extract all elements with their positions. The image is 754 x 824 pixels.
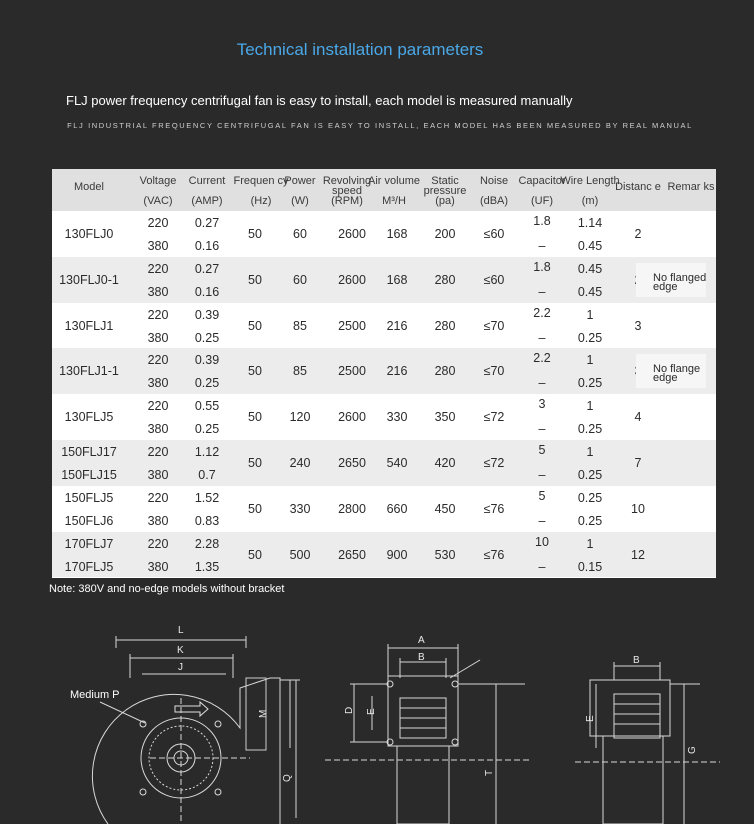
cell-pressure: 200 bbox=[434, 227, 456, 241]
cell-capacitor: 1.8 bbox=[533, 214, 551, 228]
cell-current: 0.16 bbox=[194, 239, 220, 253]
cell-model: 170FLJ7 bbox=[64, 536, 114, 551]
cell-voltage: 220 bbox=[147, 445, 169, 459]
cell-capacitor: 1.8 bbox=[533, 259, 551, 274]
cell-noise: ≤76 bbox=[483, 501, 505, 516]
cell-model: 150FLJ5 bbox=[64, 490, 114, 505]
dim-label-b-rear: B bbox=[633, 655, 640, 666]
header-noise: Noise bbox=[479, 175, 509, 187]
header-frequency: Frequen cy bbox=[233, 175, 289, 187]
header-voltage-unit: (VAC) bbox=[143, 195, 173, 207]
page-tagline: FLJ INDUSTRIAL FREQUENCY CENTRIFUGAL FAN IS EASY TO INSTALL, EACH MODEL HAS BEEN MEASURED BY REAL MANUAL bbox=[67, 121, 693, 130]
cell-noise: ≤72 bbox=[483, 456, 505, 470]
cell-model: 150FLJ15 bbox=[61, 468, 117, 482]
cell-power: 240 bbox=[289, 456, 311, 470]
dim-label-e: E bbox=[366, 708, 377, 715]
cell-current: 1.12 bbox=[194, 445, 220, 459]
cell-speed: 2600 bbox=[338, 410, 366, 425]
dim-label-g: G bbox=[687, 746, 698, 754]
cell-power: 330 bbox=[289, 501, 311, 516]
cell-voltage: 220 bbox=[147, 490, 169, 505]
cell-distance: 2 bbox=[634, 227, 642, 241]
note-text: Note: 380V and no-edge models without bracket bbox=[49, 583, 285, 595]
cell-frequency: 50 bbox=[248, 364, 262, 379]
cell-power: 120 bbox=[289, 410, 311, 425]
cell-power: 60 bbox=[293, 272, 307, 287]
dim-label-e-rear: E bbox=[585, 715, 596, 722]
cell-model: 150FLJ17 bbox=[61, 445, 117, 459]
cell-distance: 3 bbox=[634, 318, 642, 333]
cell-wire-length: 0.25 bbox=[577, 422, 603, 437]
header-power-unit: (W) bbox=[291, 195, 309, 207]
cell-capacitor: – bbox=[538, 239, 546, 253]
cell-wire-length: 0.45 bbox=[577, 239, 603, 253]
dim-label-j: J bbox=[178, 662, 183, 673]
cell-wire-length: 1 bbox=[586, 445, 594, 459]
cell-power: 60 bbox=[293, 227, 307, 241]
cell-voltage: 380 bbox=[147, 513, 169, 528]
header-wire-length-unit: (m) bbox=[581, 195, 599, 207]
header-capacitor-unit: (UF) bbox=[531, 195, 553, 207]
cell-power: 85 bbox=[293, 364, 307, 379]
cell-voltage: 380 bbox=[147, 468, 169, 482]
cell-pressure: 420 bbox=[434, 456, 456, 470]
cell-model: 130FLJ0 bbox=[64, 227, 114, 241]
cell-air-volume: 216 bbox=[386, 364, 408, 379]
cell-capacitor: – bbox=[538, 284, 546, 299]
cell-model: 150FLJ6 bbox=[64, 513, 114, 528]
cell-air-volume: 540 bbox=[386, 456, 408, 470]
cell-speed: 2500 bbox=[338, 318, 366, 333]
cell-speed: 2600 bbox=[338, 227, 366, 241]
cell-pressure: 450 bbox=[434, 501, 456, 516]
cell-model: 170FLJ5 bbox=[64, 559, 114, 574]
cell-current: 2.28 bbox=[194, 536, 220, 551]
cell-capacitor: 2.2 bbox=[533, 305, 551, 320]
cell-power: 500 bbox=[289, 547, 311, 562]
cell-air-volume: 168 bbox=[386, 227, 408, 241]
dim-label-b: B bbox=[418, 652, 425, 663]
cell-air-volume: 216 bbox=[386, 318, 408, 333]
side-view-drawing bbox=[325, 644, 532, 824]
front-view-drawing bbox=[92, 636, 300, 824]
header-model: Model bbox=[74, 181, 104, 193]
header-speed-unit: (RPM) bbox=[331, 195, 363, 207]
header-frequency-unit: (Hz) bbox=[250, 195, 272, 207]
cell-capacitor: – bbox=[538, 422, 546, 437]
cell-current: 0.7 bbox=[198, 468, 216, 482]
cell-current: 0.39 bbox=[194, 353, 220, 368]
cell-pressure: 530 bbox=[434, 547, 456, 562]
cell-speed: 2600 bbox=[338, 272, 366, 287]
cell-noise: ≤76 bbox=[483, 547, 505, 562]
cell-current: 1.52 bbox=[194, 490, 220, 505]
cell-noise: ≤60 bbox=[483, 272, 505, 287]
cell-current: 0.39 bbox=[194, 307, 220, 322]
cell-voltage: 220 bbox=[147, 216, 169, 230]
cell-model: 130FLJ1 bbox=[64, 318, 114, 333]
cell-current: 0.16 bbox=[194, 284, 220, 299]
cell-wire-length: 1.14 bbox=[577, 216, 603, 230]
cell-wire-length: 0.25 bbox=[577, 513, 603, 528]
cell-air-volume: 330 bbox=[386, 410, 408, 425]
cell-capacitor: – bbox=[538, 468, 546, 482]
cell-current: 0.27 bbox=[194, 216, 220, 230]
cell-voltage: 380 bbox=[147, 422, 169, 437]
cell-pressure: 280 bbox=[434, 272, 456, 287]
cell-power: 85 bbox=[293, 318, 307, 333]
cell-pressure: 280 bbox=[434, 318, 456, 333]
cell-current: 0.55 bbox=[194, 399, 220, 414]
cell-speed: 2650 bbox=[338, 547, 366, 562]
cell-capacitor: 2.2 bbox=[533, 351, 551, 366]
cell-distance: 10 bbox=[631, 501, 645, 516]
rear-view-drawing bbox=[575, 662, 720, 824]
header-voltage: Voltage bbox=[139, 175, 177, 187]
header-speed: Revolving speed bbox=[322, 175, 372, 197]
cell-wire-length: 0.45 bbox=[577, 261, 603, 276]
cell-distance: 7 bbox=[634, 456, 642, 470]
cell-distance: 4 bbox=[634, 410, 642, 425]
cell-voltage: 380 bbox=[147, 239, 169, 253]
dim-label-d: D bbox=[344, 706, 355, 714]
header-pressure-unit: (pa) bbox=[435, 195, 455, 207]
cell-wire-length: 1 bbox=[586, 353, 594, 368]
cell-current: 1.35 bbox=[194, 559, 220, 574]
cell-model: 130FLJ0-1 bbox=[59, 272, 119, 287]
cell-speed: 2500 bbox=[338, 364, 366, 379]
cell-frequency: 50 bbox=[248, 410, 262, 425]
cell-frequency: 50 bbox=[248, 272, 262, 287]
header-distance: Distanc e bbox=[615, 181, 661, 193]
header-wire-length: Wire Length bbox=[560, 175, 620, 187]
cell-noise: ≤70 bbox=[483, 318, 505, 333]
dim-label-q: Q bbox=[282, 774, 293, 782]
dim-label-t: T bbox=[484, 769, 495, 776]
cell-frequency: 50 bbox=[248, 318, 262, 333]
cell-model: 130FLJ1-1 bbox=[59, 364, 119, 379]
header-power: Power bbox=[284, 175, 316, 187]
header-remarks: Remar ks bbox=[667, 181, 715, 193]
cell-frequency: 50 bbox=[248, 547, 262, 562]
header-noise-unit: (dBA) bbox=[479, 195, 509, 207]
cell-wire-length: 0.15 bbox=[577, 559, 603, 574]
cell-capacitor: – bbox=[538, 330, 546, 345]
page-subtitle: FLJ power frequency centrifugal fan is easy to install, each model is measured manually bbox=[66, 93, 573, 108]
cell-frequency: 50 bbox=[248, 227, 262, 241]
cell-noise: ≤72 bbox=[483, 410, 505, 425]
dim-label-a: A bbox=[418, 635, 425, 646]
header-capacitor: Capacitor bbox=[518, 175, 566, 187]
cell-voltage: 220 bbox=[147, 536, 169, 551]
cell-voltage: 380 bbox=[147, 284, 169, 299]
cell-voltage: 220 bbox=[147, 307, 169, 322]
header-air-volume-unit: M³/H bbox=[382, 195, 406, 207]
cell-voltage: 380 bbox=[147, 376, 169, 391]
cell-distance: 12 bbox=[631, 547, 645, 562]
cell-noise: ≤60 bbox=[483, 227, 505, 241]
cell-wire-length: 0.25 bbox=[577, 376, 603, 391]
header-pressure: Static pressure bbox=[423, 175, 467, 197]
cell-air-volume: 660 bbox=[386, 501, 408, 516]
cell-speed: 2800 bbox=[338, 501, 366, 516]
cell-capacitor: – bbox=[538, 513, 546, 528]
cell-wire-length: 1 bbox=[586, 307, 594, 322]
cell-model: 130FLJ5 bbox=[64, 410, 114, 425]
page-title: Technical installation parameters bbox=[236, 40, 484, 59]
header-current-unit: (AMP) bbox=[191, 195, 223, 207]
cell-noise: ≤70 bbox=[483, 364, 505, 379]
medium-label: Medium P bbox=[70, 689, 120, 701]
cell-voltage: 380 bbox=[147, 559, 169, 574]
header-current: Current bbox=[188, 175, 226, 187]
cell-wire-length: 1 bbox=[586, 536, 594, 551]
cell-remarks: No flanged edge bbox=[653, 271, 707, 293]
cell-wire-length: 0.25 bbox=[577, 330, 603, 345]
cell-frequency: 50 bbox=[248, 456, 262, 470]
dim-label-k: K bbox=[177, 645, 184, 656]
cell-wire-length: 1 bbox=[586, 399, 594, 414]
parameters-table bbox=[52, 169, 716, 578]
cell-voltage: 220 bbox=[147, 399, 169, 414]
cell-air-volume: 168 bbox=[386, 272, 408, 287]
cell-capacitor: 5 bbox=[538, 443, 546, 457]
cell-capacitor: – bbox=[538, 559, 546, 574]
cell-voltage: 220 bbox=[147, 261, 169, 276]
cell-current: 0.83 bbox=[194, 513, 220, 528]
cell-capacitor: – bbox=[538, 376, 546, 391]
header-air-volume: Air volume bbox=[368, 175, 420, 187]
dim-label-l: L bbox=[178, 625, 184, 636]
cell-capacitor: 5 bbox=[538, 488, 546, 503]
cell-wire-length: 0.45 bbox=[577, 284, 603, 299]
cell-speed: 2650 bbox=[338, 456, 366, 470]
cell-air-volume: 900 bbox=[386, 547, 408, 562]
cell-current: 0.25 bbox=[194, 376, 220, 391]
cell-current: 0.27 bbox=[194, 261, 220, 276]
cell-remarks: No flange edge bbox=[653, 363, 701, 385]
cell-capacitor: 3 bbox=[538, 397, 546, 412]
cell-wire-length: 0.25 bbox=[577, 468, 603, 482]
cell-voltage: 380 bbox=[147, 330, 169, 345]
dim-label-m: M bbox=[258, 709, 269, 718]
cell-voltage: 220 bbox=[147, 353, 169, 368]
cell-wire-length: 0.25 bbox=[577, 490, 603, 505]
cell-pressure: 280 bbox=[434, 364, 456, 379]
cell-frequency: 50 bbox=[248, 501, 262, 516]
cell-current: 0.25 bbox=[194, 330, 220, 345]
cell-pressure: 350 bbox=[434, 410, 456, 425]
fan-dimension-drawings bbox=[0, 618, 754, 824]
cell-capacitor: 10 bbox=[535, 534, 549, 549]
cell-current: 0.25 bbox=[194, 422, 220, 437]
